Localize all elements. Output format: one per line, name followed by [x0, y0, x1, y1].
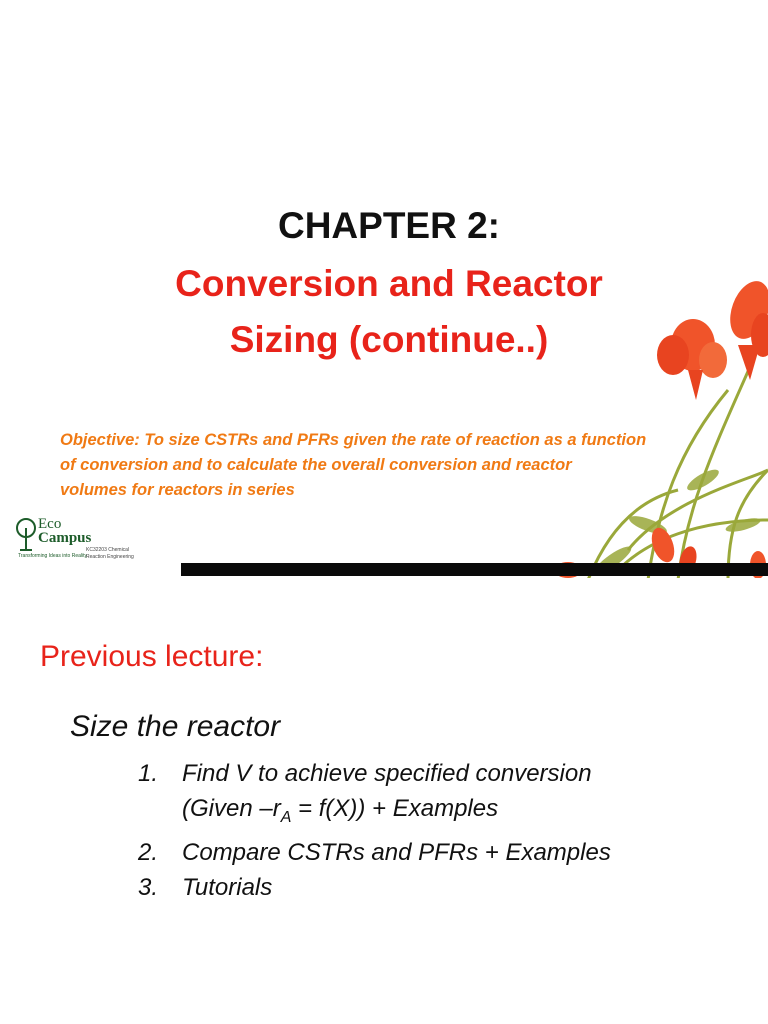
footer-bar	[181, 563, 768, 576]
topic-list	[138, 756, 611, 905]
objective-line: Objective: To size CSTRs and PFRs given the rate of reaction as a function	[60, 431, 647, 449]
list-item	[138, 870, 611, 905]
list-item	[138, 835, 611, 870]
objective-text	[60, 428, 710, 503]
list-number: 2.	[138, 838, 159, 866]
section-heading: Previous lecture:	[40, 640, 264, 673]
logo-campus-text: Campus	[38, 530, 92, 546]
chapter-subtitle-line2: Sizing (continue..)	[229, 319, 549, 360]
list-item-text: Tutorials	[182, 873, 273, 901]
list-item-text: Compare CSTRs and PFRs + Examples	[182, 838, 611, 866]
list-item-line2	[182, 791, 611, 835]
given-prefix: (Given –r	[182, 795, 281, 822]
list-item-line1: Find V to achieve specified conversion	[182, 760, 592, 787]
list-number: 3.	[138, 873, 159, 901]
given-suffix: = f(X)) + Examples	[291, 795, 499, 822]
chapter-title: CHAPTER 2:	[277, 205, 501, 246]
objective-line: of conversion and to calculate the overall conversion and reactor	[60, 456, 572, 474]
subscript-a: A	[280, 808, 292, 826]
section-subheading: Size the reactor	[70, 710, 281, 743]
chapter-subtitle-line1: Conversion and Reactor	[175, 263, 603, 304]
list-item	[138, 756, 611, 835]
eco-campus-logo	[14, 516, 164, 564]
logo-tagline: Transforming Ideas into Reality	[18, 553, 88, 559]
list-number: 1.	[138, 760, 159, 787]
course-code: KC32203 Chemical Reaction Engineering	[86, 547, 134, 560]
logo-eco-text: Eco	[38, 516, 62, 532]
content-slide	[0, 578, 768, 1024]
tree-icon	[14, 518, 38, 552]
flower-decoration	[528, 270, 768, 578]
objective-line: volumes for reactors in series	[60, 481, 295, 499]
